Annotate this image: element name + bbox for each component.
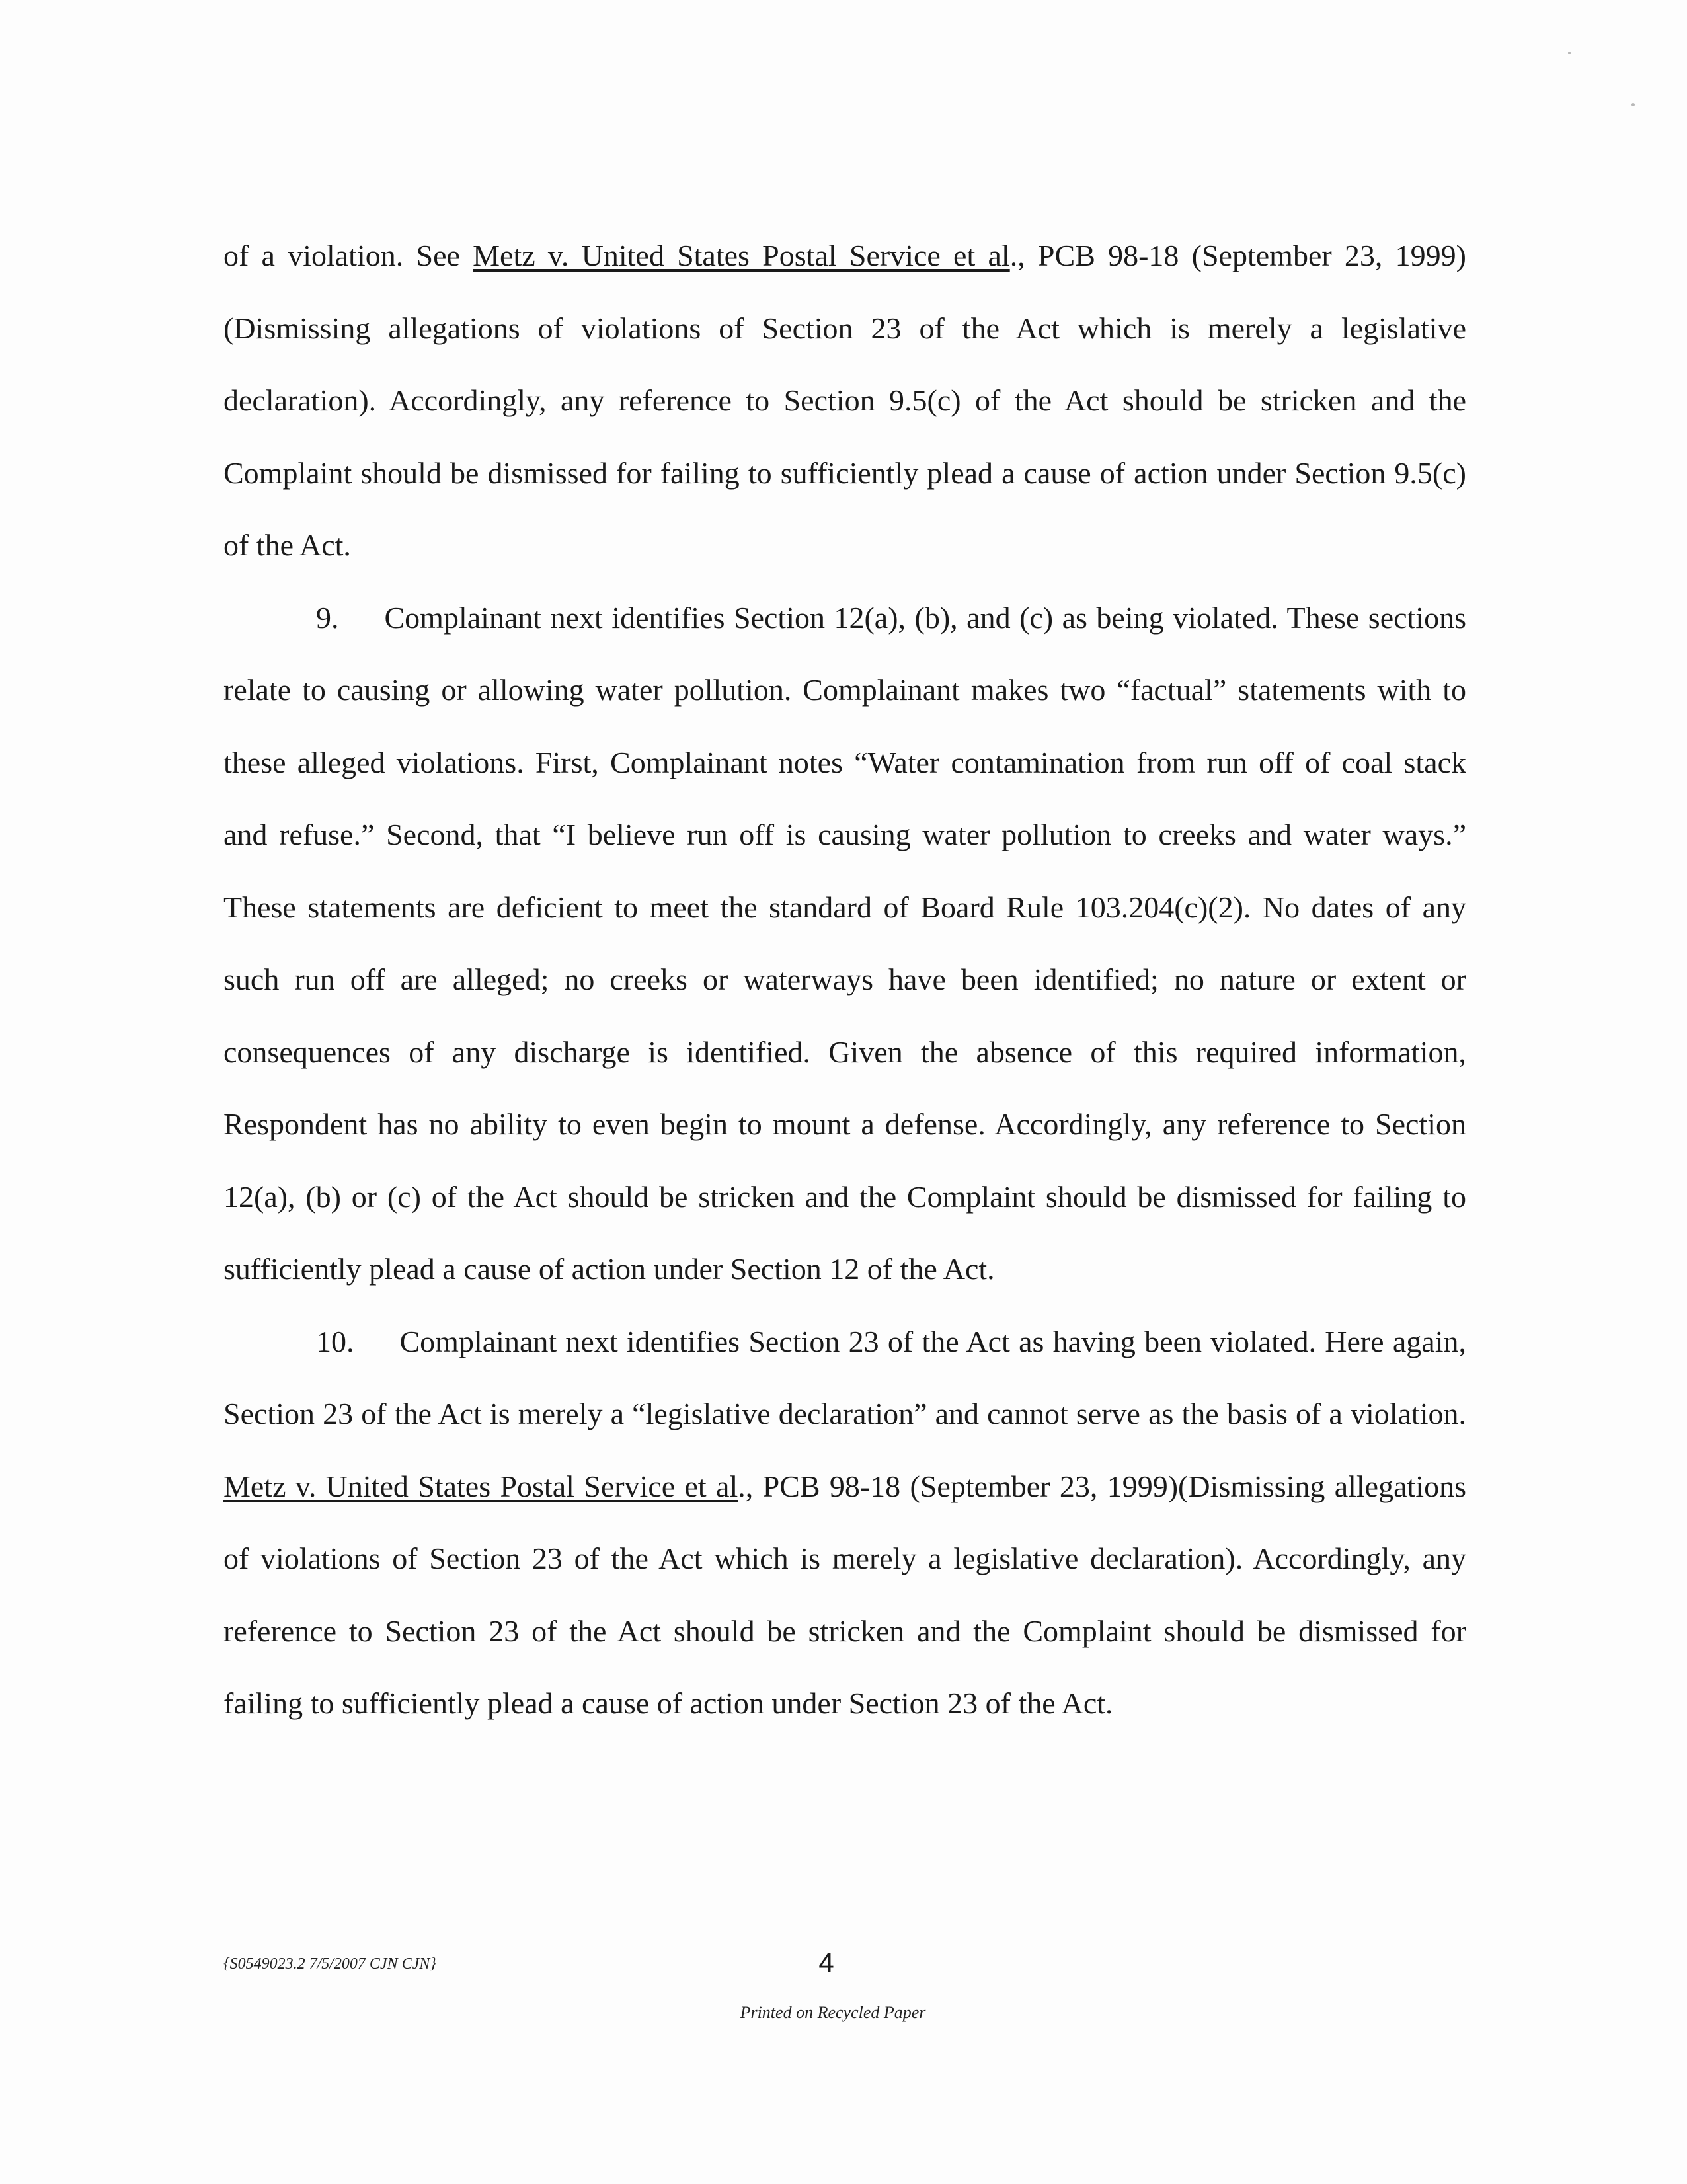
- paragraph-10: [223, 1306, 1466, 1740]
- scan-speck: [1631, 103, 1635, 106]
- paragraph-text: Complainant next identifies Section 12(a), (b), and (c) as being violated. These sections relate to causing or allowing water pollution. Complainant makes two “factual” statements with to these alleged violations. First, Complainant notes “Water contamination from run off of coal stack and refuse.” Second, that “I believe run off is causing water pollution to creeks and water ways.” These statements are deficient to meet the standard of Board Rule 103.204(c)(2). No dates of any such run off are alleged; no creeks or waterways have been identified; no nature or extent or consequences of any discharge is identified. Given the absence of this required information, Respondent has no ability to even begin to mount a defense. Accordingly, any reference to Section 12(a), (b) or (c) of the Act should be stricken and the Complaint should be dismissed for failing to sufficiently plead a cause of action under Section 12 of the Act.: [223, 600, 1466, 1286]
- paragraph-number: 10.: [316, 1324, 354, 1358]
- case-citation: Metz v. United States Postal Service et al: [473, 239, 1010, 272]
- paragraph-text-after: ., PCB 98-18 (September 23, 1999)(Dismissing allegations of violations of Section 23 of the Act which is merely a legislative declaration). Accordingly, any reference to Section 23 of the Act should be stricken and the Complaint should be dismissed for failing to sufficiently plead a cause of action under Section 23 of the Act.: [223, 1469, 1466, 1720]
- scan-speck: [1568, 52, 1571, 54]
- page-number: 4: [818, 1947, 834, 1978]
- paragraph-number: 9.: [316, 600, 339, 635]
- paragraph-text-after: ., PCB 98-18 (September 23, 1999)(Dismissing allegations of violations of Section 23 of the Act which is merely a legislative declaration). Accordingly, any reference to Section 9.5(c) of the Act should be stricken and the Complaint should be dismissed for failing to sufficiently plead a cause of action under Section 9.5(c) of the Act.: [223, 239, 1466, 562]
- paragraph-text-before: of a violation. See: [223, 239, 473, 272]
- recycled-paper-note: Printed on Recycled Paper: [740, 2003, 926, 2022]
- case-citation: Metz v. United States Postal Service et al: [223, 1469, 738, 1503]
- paragraph-9: [223, 582, 1466, 1306]
- paragraph-continuation: [223, 219, 1466, 582]
- body-text: [223, 219, 1466, 1740]
- document-id: {S0549023.2 7/5/2007 CJN CJN}: [223, 1955, 436, 1972]
- paragraph-text-before: Complainant next identifies Section 23 of the Act as having been violated. Here again, Section 23 of the Act is merely a “legislative declaration” and cannot serve as the basis of a violation.: [223, 1324, 1466, 1430]
